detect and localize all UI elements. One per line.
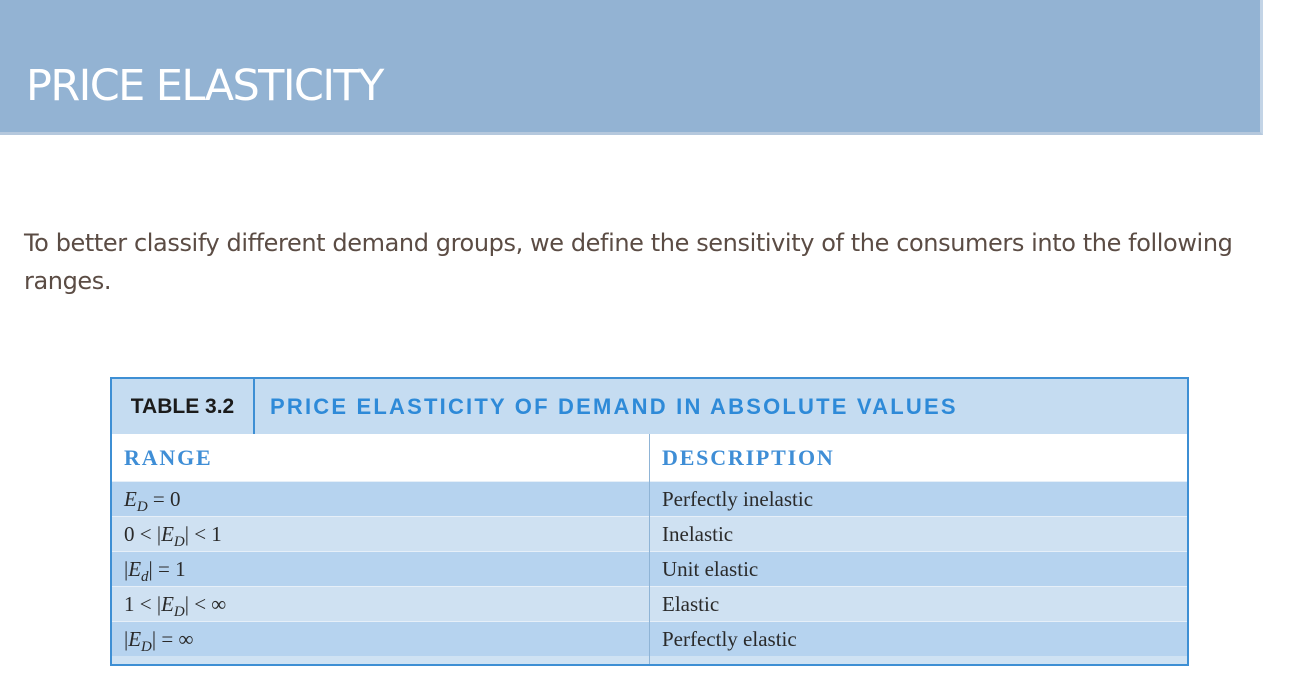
- header-range: RANGE: [124, 445, 213, 470]
- table-title: PRICE ELASTICITY OF DEMAND IN ABSOLUTE VALUES: [270, 394, 958, 419]
- intro-paragraph: To better classify different demand groups, we define the sensitivity of the consumers into the following ranges.: [24, 229, 1233, 295]
- range-cell: $|E_d| = 1$: [124, 557, 186, 586]
- range-cell: $1 < |E_D|$ < ∞: [124, 592, 227, 621]
- header-description: DESCRIPTION: [662, 445, 835, 470]
- range-cell: $E_D = 0$: [124, 487, 181, 516]
- column-divider: [649, 434, 650, 664]
- description-cell: Inelastic: [662, 522, 734, 546]
- description-cell: Unit elastic: [662, 557, 759, 581]
- table-caption: [112, 379, 1187, 434]
- title-bar: [0, 0, 1263, 135]
- description-cell: Perfectly inelastic: [662, 487, 814, 511]
- description-cell: Elastic: [662, 592, 720, 616]
- range-cell: $0 < |E_D| < 1$: [124, 522, 222, 551]
- slide-title: PRICE ELASTICITY: [26, 61, 383, 111]
- elasticity-table: [110, 377, 1189, 666]
- table-number-label: TABLE 3.2: [112, 379, 255, 434]
- range-cell: $|E_D|$ = ∞: [124, 627, 194, 656]
- description-cell: Perfectly elastic: [662, 627, 797, 651]
